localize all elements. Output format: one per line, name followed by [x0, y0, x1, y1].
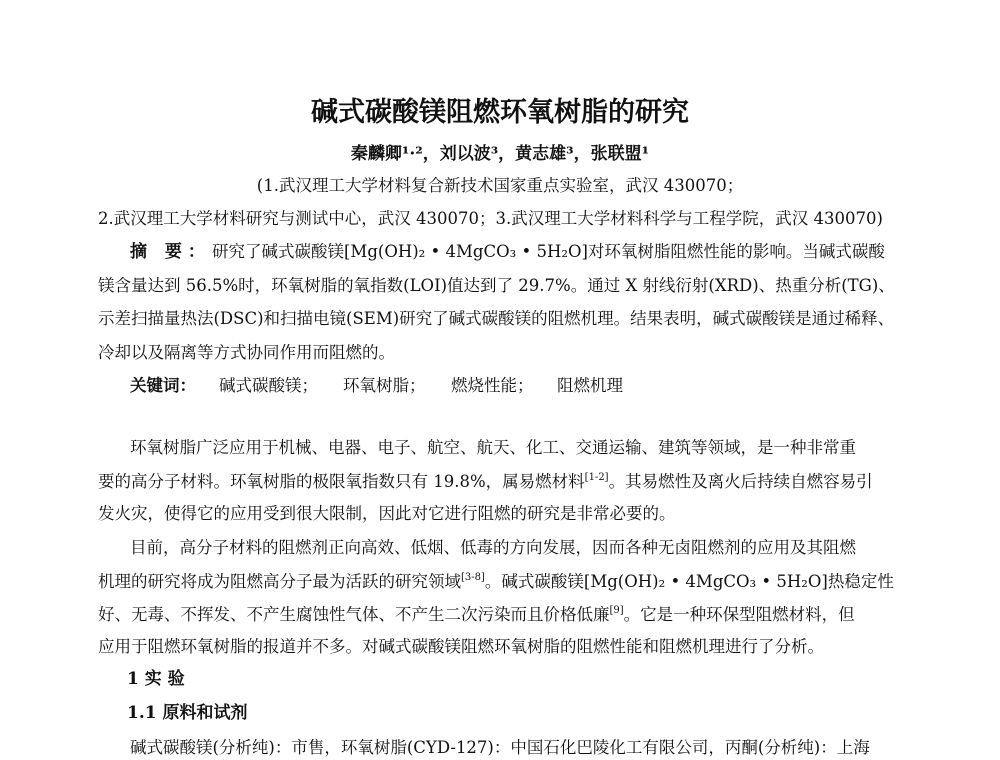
- affiliation-line-2: 2.武汉理工大学材料研究与测试中心，武汉 430070；3.武汉理工大学材料科学与工程学院，武汉 430070): [98, 209, 883, 228]
- section-heading: 1 实 验: [127, 669, 185, 689]
- abstract-line: 研究了碱式碳酸镁[Mg(OH)₂ • 4MgCO₃ • 5H₂O]对环氧树脂阻燃性能的影响。当碱式碳酸: [212, 242, 885, 261]
- keyword-item: 燃烧性能；: [451, 376, 534, 395]
- body-text: 。其易燃性及离火后持续自燃容易引: [608, 472, 873, 491]
- body-text: 好、无毒、不挥发、不产生腐蚀性气体、不产生二次污染而且价格低廉: [98, 605, 610, 624]
- abstract-line: 冷却以及隔离等方式协同作用而阻燃的。: [98, 343, 395, 362]
- body-text-line: 目前，高分子材料的阻燃剂正向高效、低烟、低毒的方向发展，因而各种无卤阻燃剂的应用及其阻燃: [130, 538, 856, 557]
- citation-ref: [3-8]: [461, 572, 485, 583]
- body-text-line: 应用于阻燃环氧树脂的报道并不多。对碱式碳酸镁阻燃环氧树脂的阻燃性能和阻燃机理进行了分析。: [98, 637, 824, 656]
- affiliation-line-1: (1.武汉理工大学材料复合新技术国家重点实验室，武汉 430070；: [256, 176, 744, 195]
- keywords-label: 关键词：: [130, 376, 196, 395]
- body-text-line: 发火灾，使得它的应用受到很大限制，因此对它进行阻燃的研究是非常必要的。: [98, 504, 676, 523]
- citation-ref: [9]: [609, 605, 624, 616]
- body-text: 。碱式碳酸镁[Mg(OH)₂ • 4MgCO₃ • 5H₂O]热稳定性: [484, 572, 894, 591]
- body-text: 要的高分子材料。环氧树脂的极限氧指数只有 19.8%，属易燃材料: [98, 472, 585, 491]
- abstract-line: 镁含量达到 56.5%时，环氧树脂的氧指数(LOI)值达到了 29.7%。通过 X 射线衍射(XRD)、热重分析(TG)、: [98, 276, 895, 295]
- paper-title: 碱式碳酸镁阻燃环氧树脂的研究: [311, 97, 689, 128]
- abstract-line: 示差扫描量热法(DSC)和扫描电镜(SEM)研究了碱式碳酸镁的阻燃机理。结果表明，碱式碳酸镁是通过稀释、: [98, 309, 895, 328]
- citation-ref: [1-2]: [584, 472, 609, 483]
- body-text-line: 环氧树脂广泛应用于机械、电器、电子、航空、航天、化工、交通运输、建筑等领域，是一种非常重: [130, 438, 856, 457]
- subsection-heading: 1.1 原料和试剂: [127, 703, 248, 723]
- body-text-line: [98, 606, 855, 624]
- keyword-item: 环氧树脂；: [343, 376, 426, 395]
- body-text: 机理的研究将成为阻燃高分子最为活跃的研究领域: [98, 572, 461, 591]
- body-text-line: [98, 473, 873, 491]
- abstract-label: 摘 要：: [130, 242, 211, 262]
- keyword-item: 碱式碳酸镁；: [219, 376, 318, 395]
- keyword-item: 阻燃机理: [557, 376, 623, 395]
- body-text-line: 碱式碳酸镁(分析纯)：市售，环氧树脂(CYD-127)：中国石化巴陵化工有限公司，丙酮(分析纯)：上海: [130, 738, 870, 757]
- author-list: 秦麟卿¹·²，刘以波³，黄志雄³，张联盟¹: [350, 144, 650, 164]
- body-text-line: [98, 573, 894, 591]
- body-text: 。它是一种环保型阻燃材料，但: [623, 605, 855, 624]
